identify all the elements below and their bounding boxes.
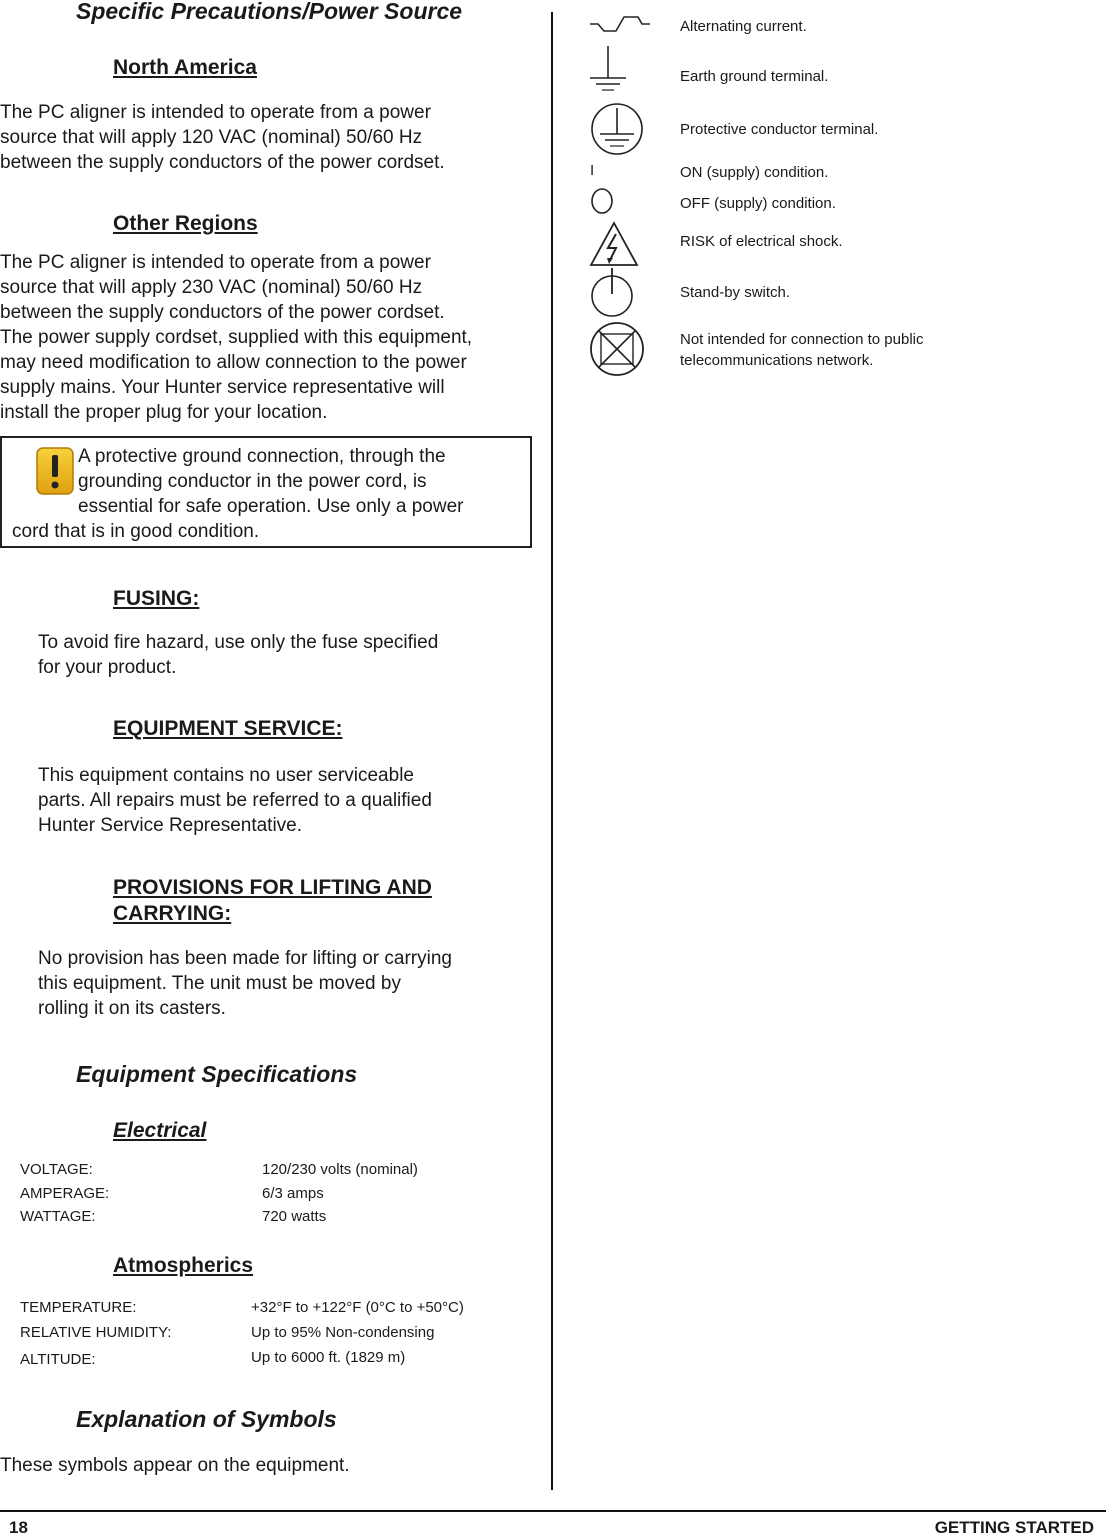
standby-switch-icon (588, 266, 640, 320)
symbol-label: telecommunications network. (680, 352, 874, 369)
other-regions-title: Other Regions (113, 212, 258, 235)
lifting-text (38, 946, 452, 1021)
text-line: rolling it on its casters. (38, 998, 226, 1019)
protective-conductor-icon (588, 100, 646, 158)
lifting-title-2: CARRYING: (113, 902, 232, 925)
alternating-current-icon (588, 14, 652, 34)
text-line: between the supply conductors of the power cordset. (0, 152, 445, 173)
symbol-label: RISK of electrical shock. (680, 233, 843, 250)
spec-label: VOLTAGE: (20, 1161, 93, 1178)
symbol-label: Alternating current. (680, 18, 807, 35)
other-regions-text (0, 250, 472, 425)
not-telecom-icon (588, 320, 646, 378)
spec-value: +32°F to +122°F (0°C to +50°C) (251, 1299, 464, 1316)
footer-rule (0, 1510, 1106, 1512)
off-supply-icon (588, 186, 616, 216)
text-line: source that will apply 120 VAC (nominal) 50/60 Hz (0, 127, 423, 148)
spec-label: AMPERAGE: (20, 1185, 110, 1202)
text-line: No provision has been made for lifting or carrying (38, 948, 452, 969)
north-america-text (0, 100, 445, 175)
fusing-text (38, 630, 438, 680)
text-line: install the proper plug for your location. (0, 402, 328, 423)
spec-value: 6/3 amps (262, 1185, 324, 1202)
symbol-label: Earth ground terminal. (680, 68, 829, 85)
column-divider (551, 12, 553, 1490)
symbol-label: OFF (supply) condition. (680, 195, 836, 212)
warning-box (0, 436, 532, 548)
electrical-title: Electrical (113, 1119, 207, 1142)
text-line: supply mains. Your Hunter service representative will (0, 377, 445, 398)
text-line: The PC aligner is intended to operate from a power (0, 252, 431, 273)
symbol-label-multiline (680, 329, 924, 371)
on-supply-icon: I (590, 162, 595, 179)
spec-label: TEMPERATURE: (20, 1299, 137, 1316)
text-line: for your product. (38, 657, 177, 678)
fusing-title: FUSING: (113, 587, 200, 610)
text-line: may need modification to allow connection to the power (0, 352, 467, 373)
spec-value: Up to 6000 ft. (1829 m) (251, 1349, 406, 1366)
warning-line: cord that is in good condition. (12, 521, 260, 542)
spec-label: ALTITUDE: (20, 1351, 96, 1368)
atmospherics-title: Atmospherics (113, 1254, 254, 1277)
spec-label: RELATIVE HUMIDITY: (20, 1324, 172, 1341)
warning-icon (36, 446, 74, 496)
symbol-label: Protective conductor terminal. (680, 121, 879, 138)
service-text (38, 763, 432, 838)
north-america-title: North America (113, 56, 257, 79)
text-line: To avoid fire hazard, use only the fuse specified (38, 632, 439, 653)
symbol-label: Stand-by switch. (680, 284, 791, 301)
text-line: The PC aligner is intended to operate from a power (0, 102, 431, 123)
service-title: EQUIPMENT SERVICE: (113, 717, 343, 740)
section-name: GETTING STARTED (934, 1518, 1094, 1537)
electrical-shock-icon (588, 220, 640, 268)
specs-heading: Equipment Specifications (76, 1061, 358, 1087)
page-number: 18 (9, 1518, 28, 1537)
spec-label: WATTAGE: (20, 1208, 96, 1225)
warning-line: essential for safe operation. Use only a power (78, 496, 464, 517)
warning-line: A protective ground connection, through the (78, 446, 446, 467)
spec-value: Up to 95% Non-condensing (251, 1324, 435, 1341)
symbols-heading: Explanation of Symbols (76, 1406, 337, 1432)
symbol-label: Not intended for connection to public (680, 331, 924, 348)
warning-line: grounding conductor in the power cord, is (78, 471, 427, 492)
symbol-label: ON (supply) condition. (680, 164, 829, 181)
text-line: parts. All repairs must be referred to a qualified (38, 790, 432, 811)
text-line: This equipment contains no user serviceable (38, 765, 414, 786)
lifting-title: PROVISIONS FOR LIFTING AND (113, 876, 432, 899)
text-line: source that will apply 230 VAC (nominal) 50/60 Hz (0, 277, 423, 298)
text-line: this equipment. The unit must be moved by (38, 973, 401, 994)
earth-ground-icon (588, 44, 628, 94)
symbols-intro: These symbols appear on the equipment. (0, 1455, 350, 1476)
text-line: Hunter Service Representative. (38, 815, 303, 836)
text-line: The power supply cordset, supplied with this equipment, (0, 327, 473, 348)
text-line: between the supply conductors of the power cordset. (0, 302, 445, 323)
spec-value: 120/230 volts (nominal) (262, 1161, 418, 1178)
precautions-heading: Specific Precautions/Power Source (76, 0, 463, 24)
spec-value: 720 watts (262, 1208, 327, 1225)
